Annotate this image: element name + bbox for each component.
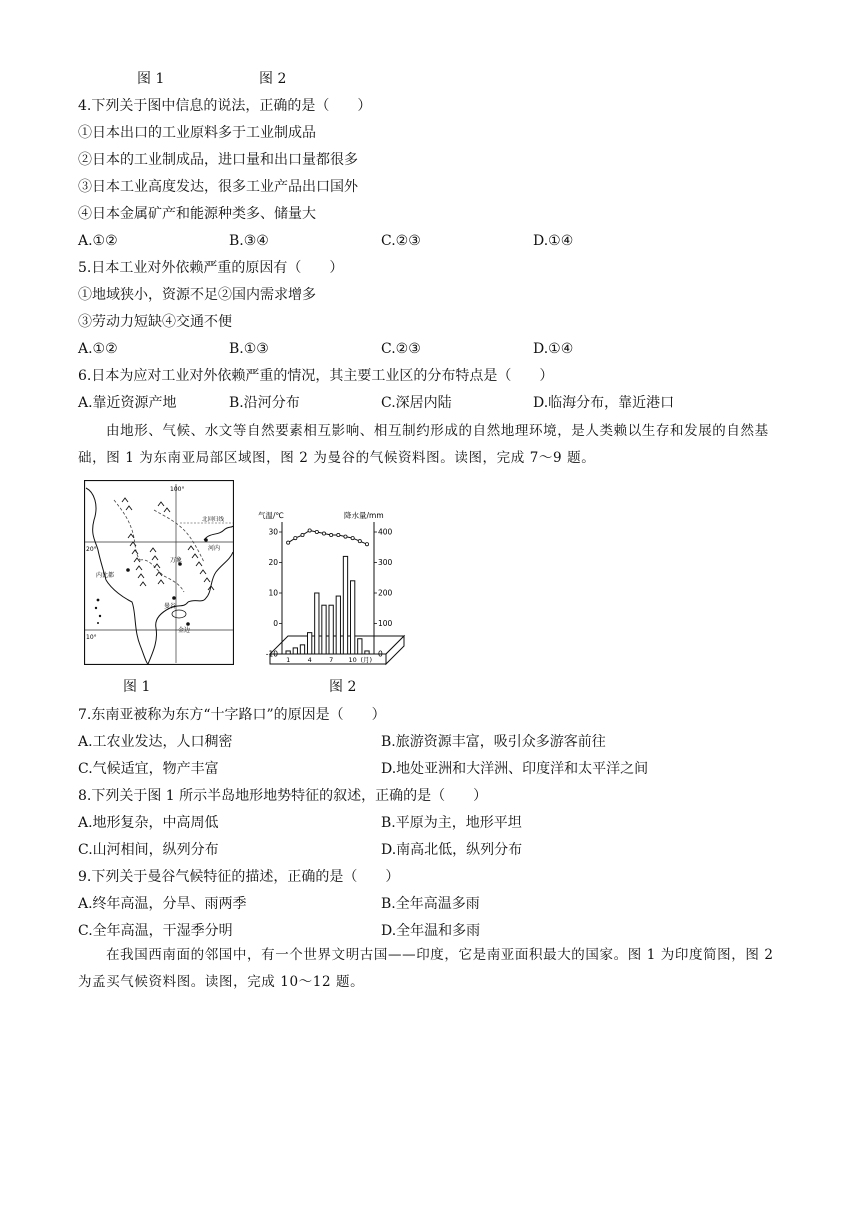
- q5-stem: 5.日本工业对外依赖严重的原因有（ ）: [78, 260, 344, 276]
- map-city-label: 河内: [208, 545, 221, 552]
- precipitation-bar: [329, 605, 333, 654]
- temperature-point: [301, 533, 304, 536]
- precipitation-bar: [293, 648, 297, 654]
- q4-item-3: ③日本工业高度发达，很多工业产品出口国外: [78, 179, 358, 195]
- month-tick-label: 7: [329, 656, 334, 664]
- q6-stem: 6.日本为应对工业对外依赖严重的情况，其主要工业区的分布特点是（ ）: [78, 368, 554, 384]
- intro-paragraph-southeast-asia: 由地形、气候、水文等自然要素相互影响、相互制约形成的自然地理环境，是人类赖以生存和发展的自然基础，图 1 为东南亚局部区域图，图 2 为曼谷的气候资料图。读图，完成 7～9 题。: [78, 423, 769, 466]
- map-tropic-label: 北回归线: [202, 517, 225, 523]
- right-tick-label: 200: [378, 588, 393, 598]
- left-tick-label: 30: [268, 527, 278, 537]
- precipitation-axis-label: 降水量/mm: [344, 511, 384, 520]
- q7-option-b: B.旅游资源丰富，吸引众多游客前往: [381, 734, 606, 750]
- precipitation-bar: [300, 645, 304, 654]
- map-longitude-label: 100°: [170, 486, 185, 493]
- q6-option-d: D.临海分布，靠近港口: [533, 395, 675, 411]
- left-tick-label: 0: [273, 619, 278, 628]
- q5-option-b: B.①③: [229, 341, 269, 357]
- q4-option-d: D.①④: [533, 233, 574, 249]
- q5-item-2: ③劳动力短缺④交通不便: [78, 314, 232, 330]
- month-tick-label: 4: [307, 656, 312, 664]
- right-tick-label: 100: [378, 619, 393, 628]
- q7-stem: 7.东南亚被称为东方“十字路口”的原因是（ ）: [78, 707, 386, 723]
- q9-option-d: D.全年温和多雨: [381, 923, 481, 939]
- q8-stem: 8.下列关于图 1 所示半岛地形地势特征的叙述，正确的是（ ）: [78, 788, 488, 804]
- map-city-label: 金边: [178, 627, 191, 634]
- q4-stem: 4.下列关于图中信息的说法，正确的是（ ）: [78, 98, 372, 114]
- temperature-point: [308, 529, 311, 532]
- precipitation-bar: [351, 581, 355, 654]
- q4-option-a: A.①②: [78, 233, 118, 249]
- q6-option-c: C.深居内陆: [381, 395, 452, 411]
- temperature-point: [351, 537, 354, 540]
- figure-1-caption: 图 1: [123, 679, 151, 695]
- figure-2-caption: 图 2: [329, 679, 357, 695]
- map-city-label: 内比都: [96, 572, 115, 579]
- q7-option-a: A.工农业发达，人口稠密: [78, 734, 233, 750]
- q4-option-c: C.②③: [381, 233, 421, 249]
- q7-option-c: C.气候适宜，物产丰富: [78, 761, 219, 777]
- temperature-axis-label: 气温/℃: [258, 511, 284, 520]
- left-tick-label: -10: [265, 649, 278, 659]
- q9-option-a: A.终年高温，分旱、雨两季: [78, 896, 247, 912]
- map-lat-20-label: 20°: [86, 546, 97, 553]
- temperature-point: [322, 532, 325, 535]
- intro-paragraph-india: 在我国西南面的邻国中，有一个世界文明古国——印度，它是南亚面积最大的国家。图 1 为印度简图，图 2 为孟买气候资料图。读图，完成 10～12 题。: [78, 947, 774, 990]
- q9-stem: 9.下列关于曼谷气候特征的描述，正确的是（ ）: [78, 869, 400, 885]
- figure-2-caption-top: 图 2: [259, 71, 287, 87]
- month-tick-label: 10: [348, 656, 357, 664]
- q6-option-a: A.靠近资源产地: [78, 395, 177, 411]
- q5-option-c: C.②③: [381, 341, 421, 357]
- temperature-point: [365, 543, 368, 546]
- q8-option-c: C.山河相间，纵列分布: [78, 842, 219, 858]
- right-tick-label: 300: [378, 558, 393, 567]
- temperature-point: [330, 533, 333, 536]
- q4-option-b: B.③④: [229, 233, 269, 249]
- left-tick-label: 20: [268, 558, 278, 567]
- q5-item-1: ①地域狭小，资源不足②国内需求增多: [78, 287, 316, 303]
- q8-option-d: D.南高北低，纵列分布: [381, 842, 523, 858]
- q4-item-4: ④日本金属矿产和能源种类多、储量大: [78, 206, 316, 222]
- precipitation-bar: [365, 651, 369, 654]
- q7-option-d: D.地处亚洲和大洋洲、印度洋和太平洋之间: [381, 761, 649, 777]
- q9-option-b: B.全年高温多雨: [381, 896, 480, 912]
- left-tick-label: 10: [268, 588, 278, 598]
- temperature-point: [358, 540, 361, 543]
- q9-option-c: C.全年高温，干湿季分明: [78, 923, 233, 939]
- temperature-point: [294, 537, 297, 540]
- precipitation-bar: [286, 651, 290, 654]
- right-tick-label: 0: [378, 649, 383, 659]
- map-city-label: 曼谷: [164, 603, 177, 610]
- q6-option-b: B.沿河分布: [229, 395, 300, 411]
- precipitation-bar: [322, 605, 326, 654]
- q5-option-a: A.①②: [78, 341, 118, 357]
- precipitation-bar: [315, 593, 319, 654]
- q4-item-1: ①日本出口的工业原料多于工业制成品: [78, 125, 316, 141]
- temperature-point: [337, 533, 340, 536]
- q8-option-a: A.地形复杂，中高周低: [78, 815, 219, 831]
- figure-1-caption-top: 图 1: [137, 71, 165, 87]
- bangkok-climate-chart: [252, 508, 412, 666]
- month-tick-label: (月): [360, 656, 373, 664]
- temperature-point: [287, 541, 290, 544]
- q8-option-b: B.平原为主，地形平坦: [381, 815, 522, 831]
- month-tick-label: 1: [286, 656, 291, 664]
- precipitation-bar: [343, 556, 347, 654]
- q5-option-d: D.①④: [533, 341, 574, 357]
- right-tick-label: 400: [378, 527, 393, 537]
- map-lat-10-label: 10°: [86, 634, 97, 641]
- temperature-point: [315, 530, 318, 533]
- temperature-point: [344, 535, 347, 538]
- precipitation-bar: [336, 596, 340, 654]
- precipitation-bar: [358, 639, 362, 654]
- map-city-label: 万象: [170, 557, 183, 564]
- q4-item-2: ②日本的工业制成品，进口量和出口量都很多: [78, 152, 358, 168]
- southeast-asia-map: [84, 480, 234, 665]
- precipitation-bar: [308, 633, 312, 654]
